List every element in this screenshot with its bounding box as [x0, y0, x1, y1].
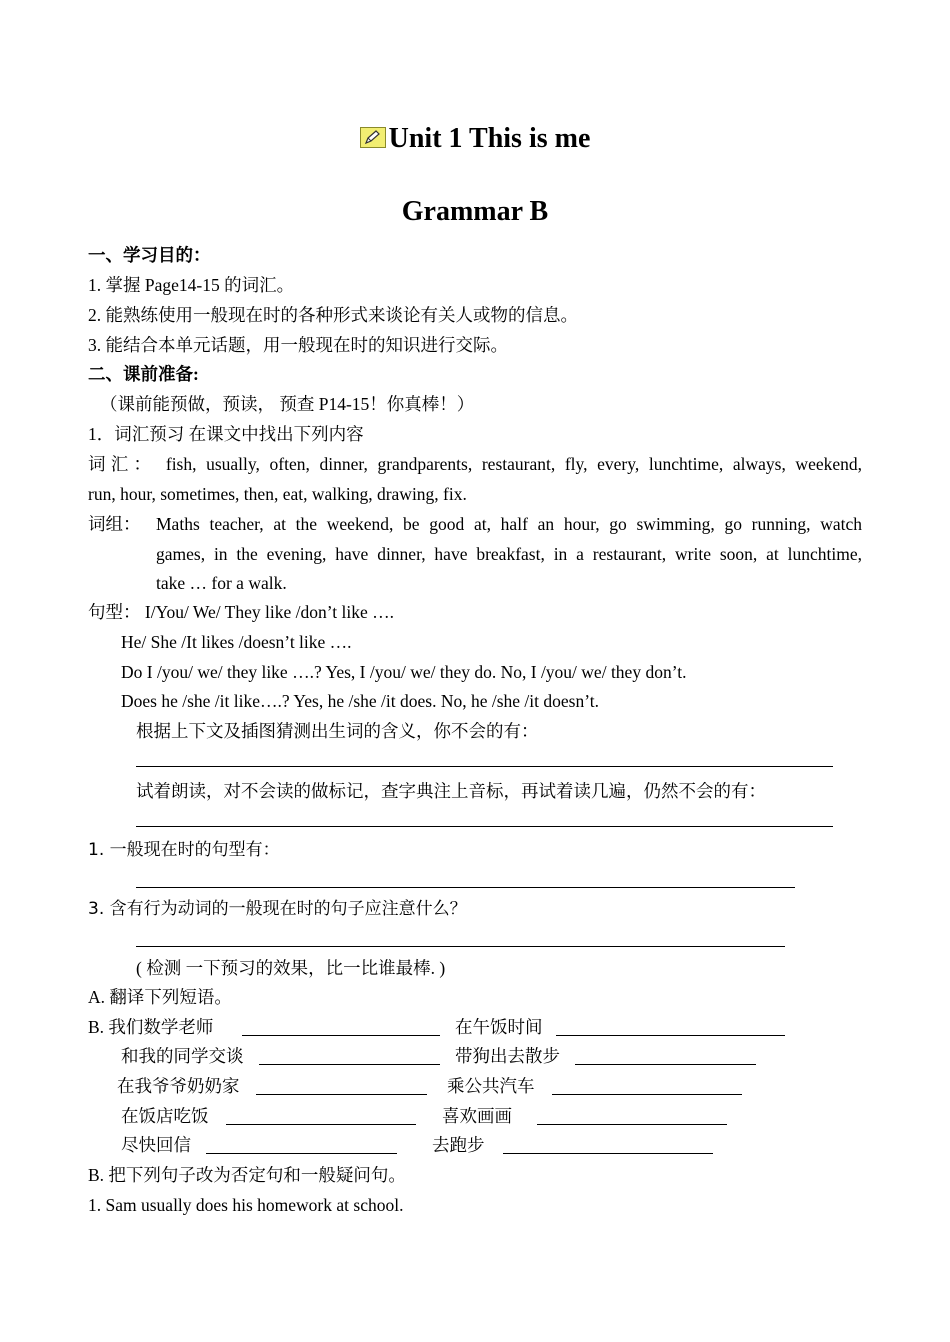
answer-blank[interactable] — [537, 1124, 727, 1125]
answer-blank[interactable] — [256, 1094, 427, 1095]
phrase-prompt: 喜欢画画 — [442, 1106, 512, 1126]
phrase-prompt: 带狗出去散步 — [455, 1046, 560, 1066]
exercise-b-label: B. 把下列句子改为否定句和一般疑问句。 — [88, 1165, 406, 1185]
unit-title: Unit 1 This is me — [0, 122, 950, 156]
answer-blank[interactable] — [552, 1094, 742, 1095]
phrase-prompt: 和我的同学交谈 — [121, 1046, 244, 1066]
guess-prompt: 根据上下文及插图猜测出生词的含义，你不会的有： — [136, 721, 539, 741]
pencil-note-icon — [360, 127, 386, 148]
pattern-line: Does he /she /it like….? Yes, he /she /it does. No, he /she /it doesn’t. — [121, 691, 599, 711]
read-prompt: 试着朗读，对不会读的做标记，查字典注上音标，再试着读几遍，仍然不会的有： — [136, 781, 766, 801]
goal-item: 2. 能熟练使用一般现在时的各种形式来谈论有关人或物的信息。 — [88, 305, 578, 325]
section1-heading: 一、学习目的： — [88, 245, 211, 265]
exercise-a-label: A. 翻译下列短语。 — [88, 987, 232, 1007]
goal-item: 3. 能结合本单元话题，用一般现在时的知识进行交际。 — [88, 335, 508, 355]
vocab-intro: 1．词汇预习 在课文中找出下列内容 — [88, 424, 364, 444]
phrase-prompt: 尽快回信 — [121, 1135, 191, 1155]
pattern-line: He/ She /It likes /doesn’t like …. — [121, 632, 352, 652]
answer-blank[interactable] — [242, 1035, 440, 1036]
phrases-label: 词组： — [88, 514, 141, 534]
phrases-line: Maths teacher, at the weekend, be good at, half an hour, go swimming, go running, watch — [156, 514, 862, 534]
prep-note: （课前能预做，预读， 预查 P14-15！你真棒！） — [100, 394, 475, 414]
answer-line[interactable] — [136, 946, 785, 947]
exercise-b-item: 1. Sam usually does his homework at school. — [88, 1195, 404, 1215]
answer-blank[interactable] — [575, 1064, 756, 1065]
phrase-prompt: 乘公共汽车 — [447, 1076, 535, 1096]
answer-blank[interactable] — [226, 1124, 416, 1125]
phrase-prompt: 在我爷爷奶奶家 — [117, 1076, 240, 1096]
answer-blank[interactable] — [556, 1035, 785, 1036]
goal-item: 1. 掌握 Page14-15 的词汇。 — [88, 275, 295, 295]
answer-blank[interactable] — [259, 1064, 440, 1065]
answer-blank[interactable] — [206, 1153, 397, 1154]
phrases-line: games, in the evening, have dinner, have breakfast, in a restaurant, write soon, at lunchtime, — [156, 544, 862, 564]
phrase-prompt: 在饭店吃饭 — [121, 1106, 209, 1126]
check-note: ( 检测 一下预习的效果，比一比谁最棒. ) — [136, 958, 446, 978]
pattern-line: Do I /you/ we/ they like ….? Yes, I /you/ we/ they do. No, I /you/ we/ they don’t. — [121, 662, 687, 682]
section2-heading: 二、课前准备: — [88, 364, 199, 384]
answer-line[interactable] — [136, 826, 833, 827]
phrase-prompt: B. 我们数学老师 — [88, 1017, 214, 1037]
answer-blank[interactable] — [503, 1153, 713, 1154]
question-3: 3. 含有行为动词的一般现在时的句子应注意什么？ — [88, 899, 467, 919]
vocab-words-line: run, hour, sometimes, then, eat, walking, drawing, fix. — [88, 484, 467, 504]
phrases-line: take … for a walk. — [156, 573, 287, 593]
question-1: 1. 一般现在时的句型有： — [88, 840, 280, 860]
lesson-subtitle: Grammar B — [401, 196, 549, 227]
phrase-prompt: 在午饭时间 — [455, 1017, 543, 1037]
answer-line[interactable] — [136, 887, 795, 888]
vocab-words-line: 词汇： fish, usually, often, dinner, grandparents, restaurant, fly, every, lunchtime, always, weekend, — [88, 454, 862, 474]
answer-line[interactable] — [136, 766, 833, 767]
phrase-prompt: 去跑步 — [432, 1135, 485, 1155]
pattern-line: 句型： I/You/ We/ They like /don’t like …. — [88, 602, 394, 622]
